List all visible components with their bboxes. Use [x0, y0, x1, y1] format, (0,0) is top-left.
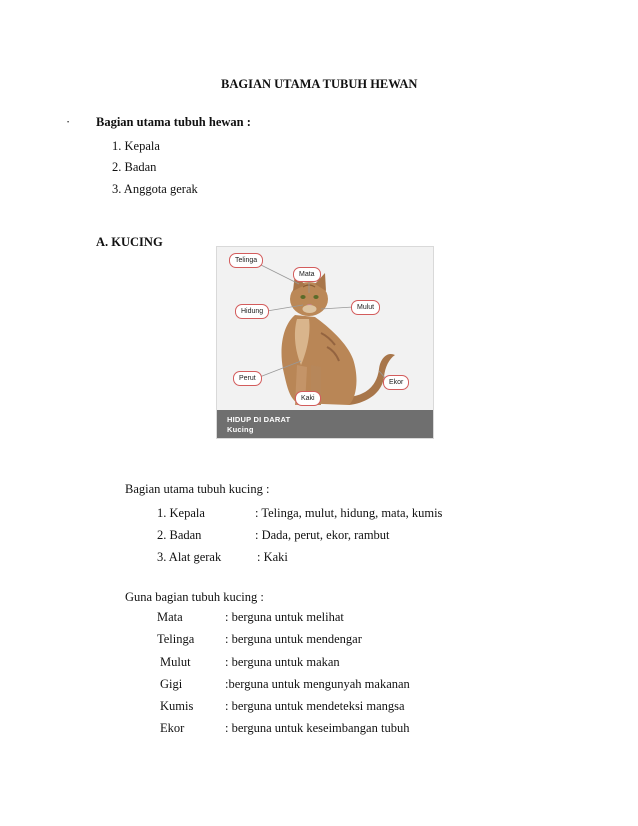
- intro-heading: Bagian utama tubuh hewan :: [96, 115, 251, 129]
- uses-row-value: : berguna untuk makan: [225, 655, 340, 669]
- intro-item-anggota-gerak: 3. Anggota gerak: [112, 182, 198, 196]
- uses-row-value: : berguna untuk melihat: [225, 610, 344, 624]
- uses-row-value: : berguna untuk mendengar: [225, 632, 362, 646]
- callout-mulut: Mulut: [351, 300, 380, 315]
- parts-row-value: : Kaki: [257, 550, 288, 564]
- callout-kaki: Kaki: [295, 391, 321, 406]
- callout-telinga: Telinga: [229, 253, 263, 268]
- uses-row-value: : berguna untuk keseimbangan tubuh: [225, 721, 410, 735]
- parts-row-value: : Dada, perut, ekor, rambut: [255, 528, 390, 542]
- uses-row-name: Kumis: [160, 699, 194, 713]
- page-title: BAGIAN UTAMA TUBUH HEWAN: [221, 77, 418, 91]
- callout-mata: Mata: [293, 267, 321, 282]
- uses-row-name: Gigi: [160, 677, 183, 691]
- intro-item-badan: 2. Badan: [112, 160, 157, 174]
- uses-row-name: Mata: [157, 610, 183, 624]
- figure-caption-bar: [217, 410, 433, 438]
- uses-row-name: Mulut: [160, 655, 191, 669]
- uses-row-value: :berguna untuk mengunyah makanan: [225, 677, 410, 691]
- uses-row-value: : berguna untuk mendeteksi mangsa: [225, 699, 405, 713]
- uses-heading: Guna bagian tubuh kucing :: [125, 590, 264, 604]
- parts-heading: Bagian utama tubuh kucing :: [125, 482, 270, 496]
- cat-diagram: [216, 246, 434, 439]
- parts-row-value: : Telinga, mulut, hidung, mata, kumis: [255, 506, 443, 520]
- callout-hidung: Hidung: [235, 304, 269, 319]
- callout-ekor: Ekor: [383, 375, 409, 390]
- figure-caption-line2: Kucing: [227, 425, 254, 434]
- callout-perut: Perut: [233, 371, 262, 386]
- intro-item-kepala: 1. Kepala: [112, 139, 160, 153]
- parts-row-name: 1. Kepala: [157, 506, 205, 520]
- bullet-mark: ·: [66, 115, 71, 129]
- section-heading-kucing: A. KUCING: [96, 235, 163, 249]
- uses-row-name: Ekor: [160, 721, 185, 735]
- parts-row-name: 3. Alat gerak: [157, 550, 222, 564]
- parts-row-name: 2. Badan: [157, 528, 202, 542]
- figure-caption-line1: HIDUP DI DARAT: [227, 415, 291, 424]
- uses-row-name: Telinga: [157, 632, 195, 646]
